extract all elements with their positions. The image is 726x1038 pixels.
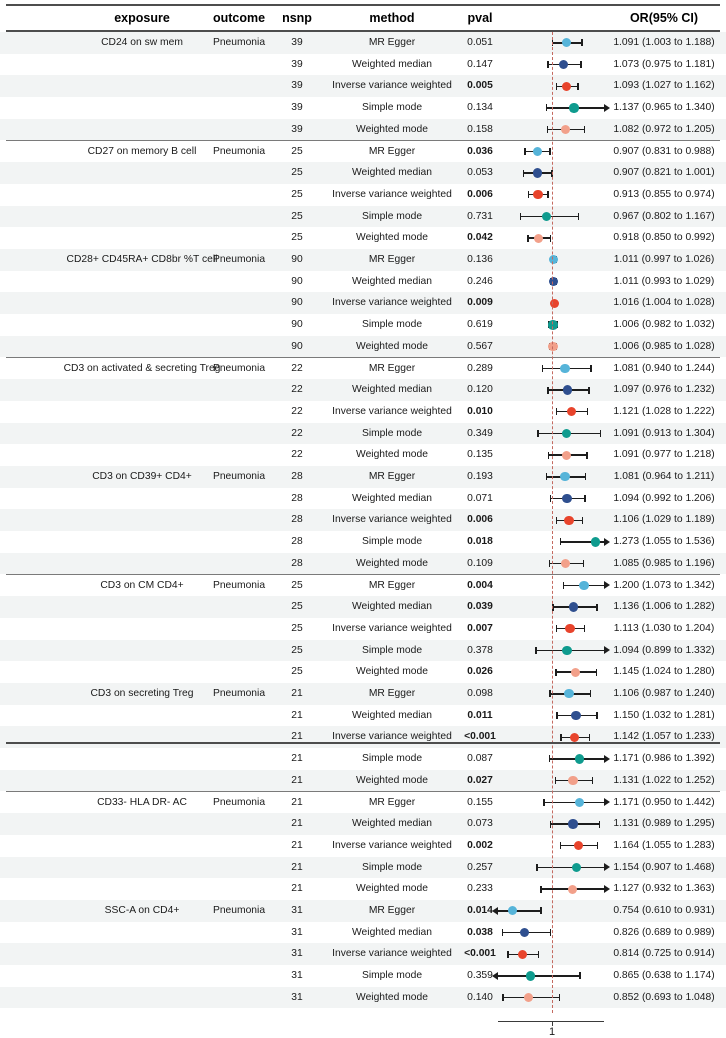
cell-nsnp: 90 <box>291 297 303 309</box>
table-row <box>0 227 726 249</box>
cell-or-ci: 1.085 (0.985 to 1.196) <box>613 557 715 569</box>
cell-nsnp: 28 <box>291 492 303 504</box>
cell-nsnp: 22 <box>291 449 303 461</box>
cell-outcome <box>200 553 278 575</box>
cell-pval: 0.051 <box>467 37 493 48</box>
cell-method: Weighted median <box>352 818 432 830</box>
cell-nsnp: 22 <box>291 384 303 396</box>
table-row <box>0 54 726 76</box>
cell-nsnp: 28 <box>291 471 303 482</box>
cell-or-ci: 1.094 (0.992 to 1.206) <box>613 492 715 504</box>
cell-pval: 0.018 <box>467 536 493 548</box>
cell-pval: 0.071 <box>467 492 493 504</box>
cell-pval: <0.001 <box>464 948 496 960</box>
table-row <box>0 661 726 683</box>
table-row <box>0 466 726 488</box>
table-row <box>0 987 726 1009</box>
cell-outcome <box>200 488 278 510</box>
cell-method: MR Egger <box>368 688 416 699</box>
cell-outcome <box>200 943 278 965</box>
cell-method: MR Egger <box>368 254 416 265</box>
cell-or-ci: 1.073 (0.975 to 1.181) <box>613 58 715 70</box>
table-row <box>0 553 726 575</box>
table-row <box>0 965 726 987</box>
cell-method: MR Egger <box>368 37 416 48</box>
cell-nsnp: 39 <box>291 80 303 92</box>
cell-nsnp: 22 <box>291 405 303 417</box>
cell-nsnp: 21 <box>291 753 303 765</box>
cell-outcome <box>200 596 278 618</box>
cell-method: Weighted median <box>352 601 432 613</box>
cell-nsnp: 22 <box>291 362 303 374</box>
cell-outcome: Pneumonia <box>212 579 266 591</box>
table-row <box>0 292 726 314</box>
cell-or-ci: 1.082 (0.972 to 1.205) <box>613 123 715 135</box>
cell-nsnp: 21 <box>291 818 303 830</box>
cell-or-ci: 1.171 (0.950 to 1.442) <box>613 796 715 808</box>
cell-nsnp: 90 <box>291 254 303 265</box>
cell-outcome <box>200 509 278 531</box>
cell-or-ci: 1.145 (1.024 to 1.280) <box>613 666 715 678</box>
cell-outcome <box>200 640 278 662</box>
cell-outcome <box>200 770 278 792</box>
cell-method: Weighted median <box>352 492 432 504</box>
cell-method: Simple mode <box>361 753 423 765</box>
cell-or-ci: 0.852 (0.693 to 1.048) <box>613 991 715 1003</box>
cell-or-ci: 1.154 (0.907 to 1.468) <box>613 861 715 873</box>
cell-pval: 0.006 <box>467 188 493 200</box>
cell-outcome <box>200 336 278 358</box>
cell-or-ci: 1.200 (1.073 to 1.342) <box>613 579 715 591</box>
cell-pval: 0.073 <box>467 818 493 830</box>
cell-or-ci: 1.091 (0.977 to 1.218) <box>613 449 715 461</box>
cell-pval: 0.136 <box>467 254 493 265</box>
cell-nsnp: 39 <box>291 37 303 48</box>
cell-method: Weighted mode <box>356 123 428 135</box>
cell-outcome <box>200 444 278 466</box>
cell-or-ci: 1.127 (0.932 to 1.363) <box>613 883 715 895</box>
cell-or-ci: 0.754 (0.610 to 0.931) <box>613 905 715 916</box>
table-row <box>0 792 726 814</box>
cell-or-ci: 1.171 (0.986 to 1.392) <box>613 753 715 765</box>
cell-outcome <box>200 922 278 944</box>
cell-outcome <box>200 97 278 119</box>
cell-or-ci: 1.016 (1.004 to 1.028) <box>613 297 715 309</box>
cell-method: Inverse variance weighted <box>332 80 452 92</box>
cell-or-ci: 1.121 (1.028 to 1.222) <box>613 405 715 417</box>
table-row <box>0 531 726 553</box>
table-row <box>0 857 726 879</box>
cell-pval: 0.349 <box>467 427 493 439</box>
cell-pval: 0.026 <box>467 666 493 678</box>
cell-exposure: CD3 on secreting Treg <box>90 688 194 699</box>
cell-method: Inverse variance weighted <box>332 839 452 851</box>
cell-outcome <box>200 314 278 336</box>
cell-exposure: CD27 on memory B cell <box>87 145 197 157</box>
table-row <box>0 835 726 857</box>
table-row <box>0 640 726 662</box>
cell-outcome <box>200 54 278 76</box>
cell-method: Simple mode <box>361 102 423 114</box>
header-method: method <box>369 11 415 25</box>
cell-or-ci: 1.091 (0.913 to 1.304) <box>613 427 715 439</box>
cell-method: Weighted mode <box>356 340 428 352</box>
cell-outcome: Pneumonia <box>212 471 266 482</box>
cell-outcome: Pneumonia <box>212 254 266 265</box>
table-row <box>0 249 726 271</box>
cell-outcome <box>200 423 278 445</box>
cell-pval: 0.193 <box>467 471 493 482</box>
cell-nsnp: 25 <box>291 601 303 613</box>
table-row <box>0 401 726 423</box>
cell-or-ci: 0.814 (0.725 to 0.914) <box>613 948 715 960</box>
cell-outcome <box>200 965 278 987</box>
table-row <box>0 878 726 900</box>
table-row <box>0 119 726 141</box>
cell-or-ci: 1.150 (1.032 to 1.281) <box>613 709 715 721</box>
cell-outcome <box>200 227 278 249</box>
cell-pval: 0.039 <box>467 601 493 613</box>
cell-method: Weighted mode <box>356 232 428 244</box>
cell-pval: 0.006 <box>467 514 493 526</box>
table-row <box>0 618 726 640</box>
cell-method: Inverse variance weighted <box>332 297 452 309</box>
table-row <box>0 748 726 770</box>
cell-pval: 0.120 <box>467 384 493 396</box>
table-row <box>0 75 726 97</box>
cell-method: Weighted median <box>352 926 432 938</box>
cell-method: Weighted mode <box>356 883 428 895</box>
cell-nsnp: 28 <box>291 557 303 569</box>
cell-pval: 0.027 <box>467 774 493 786</box>
cell-pval: 0.011 <box>467 709 493 721</box>
cell-pval: 0.233 <box>467 883 493 895</box>
table-row <box>0 162 726 184</box>
cell-method: Inverse variance weighted <box>332 514 452 526</box>
header-nsnp: nsnp <box>282 11 312 25</box>
cell-or-ci: 1.006 (0.985 to 1.028) <box>613 340 715 352</box>
cell-nsnp: 25 <box>291 167 303 179</box>
cell-nsnp: 25 <box>291 232 303 244</box>
cell-outcome: Pneumonia <box>212 37 266 48</box>
cell-outcome <box>200 705 278 727</box>
cell-or-ci: 1.137 (0.965 to 1.340) <box>613 102 715 114</box>
cell-method: Weighted mode <box>356 991 428 1003</box>
cell-or-ci: 1.006 (0.982 to 1.032) <box>613 319 715 331</box>
cell-or-ci: 1.106 (0.987 to 1.240) <box>613 688 715 699</box>
cell-nsnp: 25 <box>291 644 303 656</box>
cell-pval: 0.155 <box>467 796 493 808</box>
cell-outcome <box>200 835 278 857</box>
cell-method: Weighted median <box>352 709 432 721</box>
cell-outcome <box>200 206 278 228</box>
x-axis-tick-label: 1 <box>548 1025 556 1038</box>
header-outcome: outcome <box>212 11 266 25</box>
table-row <box>0 423 726 445</box>
cell-or-ci: 0.918 (0.850 to 0.992) <box>613 232 715 244</box>
cell-outcome <box>200 726 278 748</box>
table-row <box>0 379 726 401</box>
cell-method: Simple mode <box>361 319 423 331</box>
cell-nsnp: 21 <box>291 731 303 743</box>
cell-pval: 0.038 <box>467 926 493 938</box>
cell-method: Inverse variance weighted <box>332 188 452 200</box>
cell-or-ci: 0.967 (0.802 to 1.167) <box>613 210 715 222</box>
cell-pval: 0.007 <box>467 622 493 634</box>
cell-or-ci: 1.097 (0.976 to 1.232) <box>613 384 715 396</box>
table-row <box>0 770 726 792</box>
cell-method: Inverse variance weighted <box>332 948 452 960</box>
cell-outcome <box>200 878 278 900</box>
cell-or-ci: 1.011 (0.993 to 1.029) <box>613 275 715 287</box>
cell-outcome <box>200 401 278 423</box>
cell-pval: 0.246 <box>467 275 493 287</box>
table-row <box>0 813 726 835</box>
cell-nsnp: 25 <box>291 666 303 678</box>
cell-nsnp: 39 <box>291 58 303 70</box>
cell-nsnp: 21 <box>291 839 303 851</box>
cell-nsnp: 90 <box>291 319 303 331</box>
cell-nsnp: 25 <box>291 622 303 634</box>
cell-pval: 0.014 <box>467 905 493 916</box>
cell-nsnp: 90 <box>291 340 303 352</box>
cell-outcome <box>200 292 278 314</box>
cell-exposure: CD33- HLA DR- AC <box>97 796 187 808</box>
cell-nsnp: 31 <box>291 991 303 1003</box>
cell-pval: 0.042 <box>467 232 493 244</box>
cell-outcome: Pneumonia <box>212 362 266 374</box>
cell-outcome <box>200 813 278 835</box>
cell-method: MR Egger <box>368 145 416 157</box>
cell-or-ci: 1.081 (0.964 to 1.211) <box>613 471 715 482</box>
cell-method: Simple mode <box>361 970 423 982</box>
cell-or-ci: 0.907 (0.831 to 0.988) <box>613 145 715 157</box>
bottom-rule <box>6 742 720 744</box>
cell-or-ci: 1.081 (0.940 to 1.244) <box>613 362 715 374</box>
cell-or-ci: 1.091 (1.003 to 1.188) <box>613 37 715 48</box>
cell-method: Weighted median <box>352 58 432 70</box>
cell-method: Inverse variance weighted <box>332 731 452 743</box>
cell-exposure: CD3 on CM CD4+ <box>100 579 184 591</box>
cell-pval: 0.140 <box>467 991 493 1003</box>
cell-nsnp: 28 <box>291 514 303 526</box>
cell-outcome <box>200 748 278 770</box>
cell-method: Simple mode <box>361 536 423 548</box>
cell-outcome: Pneumonia <box>212 796 266 808</box>
cell-method: Weighted median <box>352 275 432 287</box>
table-row <box>0 358 726 380</box>
table-row <box>0 943 726 965</box>
cell-or-ci: 1.113 (1.030 to 1.204) <box>613 622 715 634</box>
cell-pval: 0.257 <box>467 861 493 873</box>
table-row <box>0 575 726 597</box>
cell-nsnp: 31 <box>291 926 303 938</box>
cell-outcome <box>200 184 278 206</box>
cell-nsnp: 22 <box>291 427 303 439</box>
cell-pval: 0.289 <box>467 362 493 374</box>
cell-or-ci: 0.865 (0.638 to 1.174) <box>613 970 715 982</box>
cell-pval: 0.010 <box>467 405 493 417</box>
cell-or-ci: 0.913 (0.855 to 0.974) <box>613 188 715 200</box>
cell-pval: 0.134 <box>467 102 493 114</box>
table-row <box>0 336 726 358</box>
cell-or-ci: 1.164 (1.055 to 1.283) <box>613 839 715 851</box>
cell-or-ci: 1.136 (1.006 to 1.282) <box>613 601 715 613</box>
x-axis-line <box>498 1021 604 1022</box>
cell-or-ci: 1.011 (0.997 to 1.026) <box>613 254 715 265</box>
cell-nsnp: 25 <box>291 145 303 157</box>
cell-pval: 0.135 <box>467 449 493 461</box>
cell-method: MR Egger <box>368 796 416 808</box>
cell-pval: 0.147 <box>467 58 493 70</box>
table-row <box>0 314 726 336</box>
cell-nsnp: 21 <box>291 883 303 895</box>
table-row <box>0 97 726 119</box>
cell-pval: 0.004 <box>467 579 493 591</box>
cell-exposure: CD24 on sw mem <box>101 37 183 48</box>
cell-nsnp: 28 <box>291 536 303 548</box>
cell-outcome <box>200 379 278 401</box>
cell-method: Weighted median <box>352 384 432 396</box>
cell-exposure: SSC-A on CD4+ <box>104 905 180 916</box>
header-pval: pval <box>467 11 493 25</box>
cell-pval: 0.109 <box>467 557 493 569</box>
table-row <box>0 683 726 705</box>
cell-method: MR Egger <box>368 471 416 482</box>
cell-nsnp: 21 <box>291 861 303 873</box>
table-row <box>0 900 726 922</box>
cell-pval: 0.619 <box>467 319 493 331</box>
table-row <box>0 488 726 510</box>
cell-or-ci: 1.142 (1.057 to 1.233) <box>613 731 715 743</box>
cell-method: Weighted mode <box>356 449 428 461</box>
cell-method: Simple mode <box>361 210 423 222</box>
cell-outcome <box>200 987 278 1009</box>
cell-outcome <box>200 857 278 879</box>
cell-outcome: Pneumonia <box>212 905 266 916</box>
cell-pval: 0.009 <box>467 297 493 309</box>
cell-or-ci: 1.093 (1.027 to 1.162) <box>613 80 715 92</box>
cell-outcome <box>200 75 278 97</box>
cell-or-ci: 1.106 (1.029 to 1.189) <box>613 514 715 526</box>
cell-nsnp: 21 <box>291 774 303 786</box>
cell-pval: 0.036 <box>467 145 493 157</box>
cell-outcome <box>200 162 278 184</box>
cell-outcome <box>200 618 278 640</box>
table-header-row <box>0 7 726 29</box>
table-row <box>0 271 726 293</box>
table-row <box>0 922 726 944</box>
cell-or-ci: 1.131 (0.989 to 1.295) <box>613 818 715 830</box>
cell-nsnp: 21 <box>291 688 303 699</box>
cell-pval: 0.053 <box>467 167 493 179</box>
cell-nsnp: 90 <box>291 275 303 287</box>
cell-method: Weighted mode <box>356 774 428 786</box>
cell-pval: <0.001 <box>464 731 496 743</box>
cell-method: Simple mode <box>361 861 423 873</box>
x-axis-tick <box>552 1021 553 1026</box>
cell-nsnp: 31 <box>291 970 303 982</box>
table-row <box>0 726 726 748</box>
cell-method: Weighted mode <box>356 666 428 678</box>
cell-pval: 0.005 <box>467 80 493 92</box>
cell-outcome <box>200 119 278 141</box>
table-row <box>0 184 726 206</box>
cell-exposure: CD3 on activated & secreting Treg <box>63 362 221 374</box>
cell-method: Inverse variance weighted <box>332 622 452 634</box>
cell-pval: 0.359 <box>467 970 493 982</box>
cell-exposure: CD3 on CD39+ CD4+ <box>92 471 192 482</box>
cell-or-ci: 1.094 (0.899 to 1.332) <box>613 644 715 656</box>
cell-pval: 0.002 <box>467 839 493 851</box>
cell-nsnp: 21 <box>291 709 303 721</box>
cell-nsnp: 25 <box>291 579 303 591</box>
cell-outcome: Pneumonia <box>212 145 266 157</box>
cell-method: Weighted median <box>352 167 432 179</box>
cell-pval: 0.098 <box>467 688 493 699</box>
cell-pval: 0.087 <box>467 753 493 765</box>
header-exposure: exposure <box>114 11 170 25</box>
cell-method: MR Egger <box>368 362 416 374</box>
header-or-ci: OR(95% CI) <box>629 11 699 25</box>
top-rule <box>6 4 720 6</box>
cell-method: Inverse variance weighted <box>332 405 452 417</box>
cell-or-ci: 0.826 (0.689 to 0.989) <box>613 926 715 938</box>
cell-outcome <box>200 531 278 553</box>
cell-nsnp: 25 <box>291 210 303 222</box>
cell-outcome <box>200 661 278 683</box>
cell-nsnp: 31 <box>291 905 303 916</box>
cell-method: Simple mode <box>361 427 423 439</box>
cell-outcome <box>200 271 278 293</box>
cell-or-ci: 1.273 (1.055 to 1.536) <box>613 536 715 548</box>
table-row <box>0 141 726 163</box>
cell-pval: 0.378 <box>467 644 493 656</box>
cell-or-ci: 1.131 (1.022 to 1.252) <box>613 774 715 786</box>
cell-nsnp: 21 <box>291 796 303 808</box>
table-row <box>0 206 726 228</box>
cell-nsnp: 31 <box>291 948 303 960</box>
cell-method: MR Egger <box>368 905 416 916</box>
cell-or-ci: 0.907 (0.821 to 1.001) <box>613 167 715 179</box>
cell-pval: 0.567 <box>467 340 493 352</box>
cell-nsnp: 39 <box>291 123 303 135</box>
cell-pval: 0.731 <box>467 210 493 222</box>
table-row <box>0 596 726 618</box>
table-row <box>0 444 726 466</box>
cell-nsnp: 39 <box>291 102 303 114</box>
cell-pval: 0.158 <box>467 123 493 135</box>
table-row <box>0 32 726 54</box>
table-row <box>0 509 726 531</box>
cell-method: Simple mode <box>361 644 423 656</box>
cell-method: MR Egger <box>368 579 416 591</box>
cell-method: Weighted mode <box>356 557 428 569</box>
cell-nsnp: 25 <box>291 188 303 200</box>
table-row <box>0 705 726 727</box>
cell-exposure: CD28+ CD45RA+ CD8br %T cell <box>66 254 218 265</box>
cell-outcome: Pneumonia <box>212 688 266 699</box>
